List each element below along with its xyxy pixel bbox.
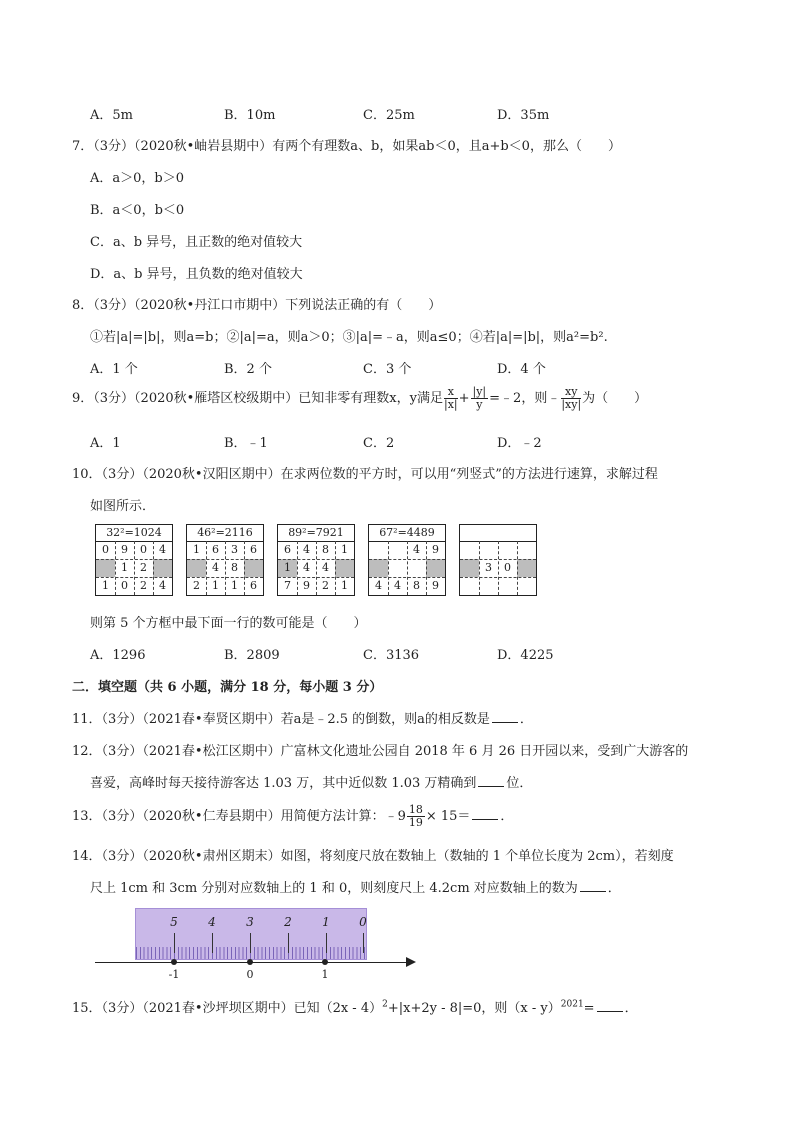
digit-cell: 1 [193,543,200,556]
ruler-label: 4 [208,915,216,929]
q10-stem-cont: 如图所示． [90,499,156,514]
digit-cell [517,559,536,577]
q8-statement: ①若|a|=|b|，则a=b；②|a|=a，则a＞0；③|a|=﹣a，则a≤0；④若|a|=|b|，则a²=b². [90,330,608,345]
q10-option-b: B．2809 [224,648,280,663]
section-title: 二．填空题（共 6 小题，满分 18 分，每小题 3 分） [72,680,383,695]
q7-option-a: A．a＞0，b＞0 [90,171,185,186]
q7-stem: 7．（3分）（2020秋•岫岩县期中）有两个有理数a、b，如果ab＜0，且a+b＜0，那么（ ） [72,139,621,154]
q6-option-c: C．25m [363,108,415,123]
ruler-label: 1 [322,915,330,929]
digit-cell: 9 [121,543,128,556]
digit-cell: 9 [432,578,439,592]
digit-cell: 8 [413,578,420,592]
digit-cell: 2 [140,578,147,592]
digit-cell [407,559,426,577]
digit-cell: 8 [231,560,238,574]
digit-cell: 0 [102,543,109,556]
digit-cell [96,559,115,577]
ruler-major-tick [174,933,175,953]
q13: 13．（3分）（2020秋•仁寿县期中）用简便方法计算：﹣9 $\frac{18}{19}$ × 15＝ ． [72,803,514,829]
digit-cell: 6 [250,543,257,556]
fraction-x-over-abs-x: $\frac{x}{|x|}$ [443,385,458,411]
answer-blank [580,879,606,892]
ruler-major-tick [363,933,364,953]
q8-option-d: D．4 个 [497,362,546,377]
ruler-major-tick [326,933,327,953]
box-header: 46²=2116 [187,525,263,542]
digit-cell: 2 [322,578,329,592]
digit-cell: 1 [284,560,291,574]
digit-cell [479,577,498,595]
digit-cell: 1 [231,578,238,592]
q7-option-d: D．a、b 异号，且负数的绝对值较大 [90,267,303,282]
digit-cell: 4 [394,578,401,592]
digit-cell: 4 [413,543,420,556]
q14-line1: 14．（3分）（2020秋•肃州区期末）如图，将刻度尺放在数轴上（数轴的 1 个单位长度为 2cm），若刻度 [72,849,674,864]
digit-cell [479,541,498,559]
ruler-major-tick [212,933,213,953]
fraction-xy-over-abs-xy: $\frac{xy}{|xy|}$ [561,385,582,411]
q9-option-c: C．2 [363,436,395,451]
digit-cell: 9 [303,578,310,592]
ruler-label: 3 [246,915,254,929]
digit-cell [388,559,407,577]
digit-cell: 0 [140,543,147,556]
q12-line2: 喜爱，高峰时每天接待游客达 1.03 万，其中近似数 1.03 万精确到 位． [90,776,533,791]
digit-cell: 1 [102,578,109,592]
digit-cell: 4 [303,560,310,574]
digit-cell [187,559,206,577]
q8-option-b: B．2 个 [224,362,272,377]
ruler-label: 5 [170,915,178,929]
fraction-abs-y-over-y: $\frac{|y|}{y}$ [472,385,487,411]
digit-cell [460,577,479,595]
digit-cell: 7 [284,578,291,592]
digit-cell [460,559,479,577]
digit-cell [498,541,517,559]
number-line-point [171,959,177,965]
digit-cell: 0 [504,560,511,574]
q7-option-b: B．a＜0，b＜0 [90,203,185,218]
digit-cell: 3 [231,543,238,556]
q8-stem: 8．（3分）（2020秋•丹江口市期中）下列说法正确的有（ ） [72,298,442,313]
number-line-point [247,959,253,965]
digit-cell: 1 [121,560,128,574]
ruler-label: 2 [284,915,292,929]
answer-blank [478,774,504,787]
box-header [460,525,536,542]
squaring-box-2 [186,524,264,596]
digit-cell [369,541,388,559]
ruler [135,908,367,960]
digit-cell [498,577,517,595]
q9-option-b: B．﹣1 [224,436,268,451]
q9-option-d: D．﹣2 [497,436,542,451]
answer-blank [492,710,518,723]
q8-option-c: C．3 个 [363,362,412,377]
digit-cell: 6 [284,543,291,556]
q9-stem-text: 9．（3分）（2020秋•雁塔区校级期中）已知非零有理数x，y满足 [72,391,443,406]
q6-option-b: B．10m [224,108,276,123]
digit-cell [460,541,479,559]
q10-option-a: A．1296 [90,648,146,663]
digit-cell: 6 [250,578,257,592]
digit-cell: 4 [159,578,166,592]
digit-cell: 2 [140,560,147,574]
digit-cell [517,541,536,559]
digit-cell [335,559,354,577]
ruler-major-tick [288,933,289,953]
squaring-box-4 [368,524,446,596]
number-line-label: 0 [246,968,254,981]
digit-cell [426,559,445,577]
digit-cell: 0 [121,578,128,592]
digit-cell: 4 [322,560,329,574]
q10-option-c: C．3136 [363,648,420,663]
digit-cell: 6 [212,543,219,556]
q8-option-a: A．1 个 [90,362,138,377]
q6-option-d: D．35m [497,108,550,123]
q10-question: 则第 5 个方框中最下面一行的数可能是（ ） [90,616,367,631]
digit-cell: 3 [485,560,492,574]
squaring-box-1 [95,524,173,596]
q6-option-a: A．5m [90,108,133,123]
digit-cell [244,559,263,577]
digit-cell: 2 [193,578,200,592]
box-header: 67²=4489 [369,525,445,542]
box-header: 89²=7921 [278,525,354,542]
number-line-label: 1 [321,968,329,981]
q11: 11．（3分）（2021春•奉贤区期中）若a是﹣2.5 的倒数，则a的相反数是 ． [72,712,533,727]
q9-stem: 9．（3分）（2020秋•雁塔区校级期中）已知非零有理数x，y满足 $\frac{x}{|x|}$ + $\frac{|y|}{y}$ =﹣2，则﹣ $\frac{xy}{|xy|}$ 为（ ） [72,385,648,411]
answer-blank [472,807,498,820]
q7-option-c: C．a、b 异号，且正数的绝对值较大 [90,235,303,250]
squaring-box-3 [277,524,355,596]
fraction-18-over-19: $\frac{18}{19}$ [408,803,423,829]
answer-blank [597,999,623,1012]
q10-stem: 10．（3分）（2020秋•汉阳区期中）在求两位数的平方时，可以用“列竖式”的方法进行速算，求解过程 [72,467,658,482]
digit-cell: 9 [432,543,439,556]
q14-line2: 尺上 1cm 和 3cm 分别对应数轴上的 1 和 0，则刻度尺上 4.2cm 对应数轴上的数为 ． [90,881,621,896]
q9-option-a: A．1 [90,436,121,451]
digit-cell: 1 [341,543,348,556]
q12-line1: 12．（3分）（2021春•松江区期中）广富林文化遗址公园自 2018 年 6 月 26 日开园以来，受到广大游客的 [72,744,689,759]
digit-cell [153,559,172,577]
number-line-point [322,959,328,965]
digit-cell: 8 [322,543,329,556]
digit-cell: 4 [212,560,219,574]
number-line-label: -1 [168,968,180,981]
q15: 15．（3分）（2021春•沙坪坝区期中）已知（2x - 4）$^2$+|x+2y - 8|=0，则（x - y）$^{2021}$= ． [72,999,638,1016]
q10-option-d: D．4225 [497,648,554,663]
number-line-arrow-icon [406,957,416,967]
digit-cell: 4 [159,543,166,556]
digit-cell: 1 [212,578,219,592]
ruler-minor-ticks [136,947,366,959]
box-header: 32²=1024 [96,525,172,542]
digit-cell: 1 [341,578,348,592]
digit-cell [369,559,388,577]
digit-cell [517,577,536,595]
digit-cell: 4 [375,578,382,592]
ruler-label: 0 [359,915,367,929]
ruler-major-tick [250,933,251,953]
digit-cell [388,541,407,559]
digit-cell: 4 [303,543,310,556]
squaring-box-5 [459,524,537,596]
